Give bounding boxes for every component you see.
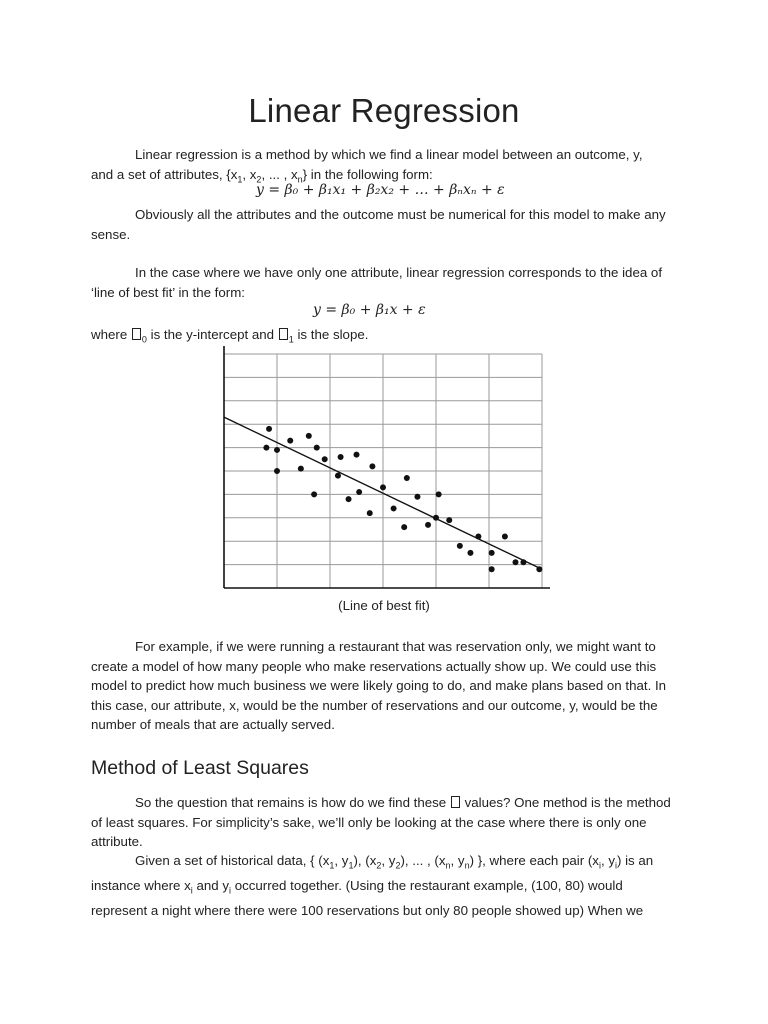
obvious-paragraph: Obviously all the attributes and the outcome must be numerical for this model to make any sense. [91,207,666,242]
data-point [391,505,397,511]
historical-data-paragraph [91,851,677,921]
data-point [287,438,293,444]
data-point [306,433,312,439]
given-text: Given a set of historical data, { (x [135,853,330,868]
where-text: is the slope. [293,327,369,342]
data-point [354,452,360,458]
data-point [311,491,317,497]
given-text: , y [450,853,465,868]
subscript: n [445,860,451,871]
given-text: , y [600,853,615,868]
page-title: Linear Regression [248,92,520,129]
data-point [338,454,344,460]
given-text: occurred together. (Using the restaurant example, (100, 80) would represent a night where there were 100 reservations but only 80 people showed up) When we [91,878,644,919]
scatter-chart [206,344,552,594]
missing-glyph-box [279,328,288,340]
data-point [433,515,439,521]
given-text: ) is an instance where x [91,853,654,894]
where-text: is the y-intercept and [146,327,278,342]
data-point [380,484,386,490]
data-point [436,491,442,497]
equation-simple-regression: y = β₀ + β₁x + ε [313,302,426,318]
data-point [475,534,481,540]
given-text: and y [192,878,230,894]
subscript: 1 [329,860,335,871]
intro-text: , ... , x [261,166,298,182]
subscript: n [464,860,470,871]
data-point [356,489,362,495]
data-point [401,524,407,530]
subscript: 2 [395,860,401,871]
subscript: 0 [141,334,147,345]
data-point [335,473,341,479]
data-point [513,559,519,565]
data-point [274,468,280,474]
given-text: ), (x [353,853,377,868]
missing-glyph-box [132,328,141,340]
data-point [425,522,431,528]
subscript: 1 [237,174,243,185]
given-text: , y [334,853,349,868]
data-point [322,456,328,462]
subscript: 1 [348,860,354,871]
data-point [502,534,508,540]
data-point [489,566,495,572]
subscript: i [598,860,601,871]
equation-multiple-regression: y = β₀ + β₁x₁ + β₂x₂ + … + βₙxₙ + ε [256,182,505,198]
data-point [414,494,420,500]
intro-text: } in the following form: [302,166,433,182]
subscript: n [297,174,303,185]
given-text: ), ... , (x [400,853,446,868]
data-point [274,447,280,453]
data-point [446,517,452,523]
least-squares-text: values? One method is the method of least squares. For simplicity’s sake, we’ll only be looking at the case where there is only one attribute. [91,795,671,849]
missing-glyph-box [451,796,460,808]
data-point [536,566,542,572]
example-paragraph: For example, if we were running a restaurant that was reservation only, we might want to create a model of how many people who make reservations actually show up. We could use this model to predict how much business we were likely going to do, and make plans based on that. In this case, our attribute, x, would be the number of reservations and our outcome, y, would be the number of meals that are actually served. [91,639,667,732]
intro-line-1: Linear regression is a method by which we find a linear model between an outcome, y, [135,147,643,162]
data-point [404,475,410,481]
data-point [298,466,304,472]
data-point [457,543,463,549]
data-point [467,550,473,556]
intro-text: and a set of attributes, {x [91,166,238,182]
data-point [346,496,352,502]
subscript: i [229,885,232,896]
given-text: , y [381,853,396,868]
data-point [367,510,373,516]
least-squares-text: So the question that remains is how do we find these [135,795,450,810]
chart-caption: (Line of best fit) [338,598,430,613]
intro-text: , x [242,166,257,182]
data-point [263,445,269,451]
subscript: i [614,860,617,871]
subscript: 1 [288,334,294,345]
where-text: where [91,327,131,342]
chart-axes [224,346,550,588]
subscript: 2 [256,174,262,185]
one-attribute-paragraph: In the case where we have only one attribute, linear regression corresponds to the idea of ‘line of best fit’ in the form: [91,265,663,300]
data-point [314,445,320,451]
section-heading: Method of Least Squares [91,757,309,779]
given-text: ) }, where each pair (x [469,853,599,868]
data-point [266,426,272,432]
data-point [520,559,526,565]
subscript: i [190,885,193,896]
data-point [489,550,495,556]
subscript: 2 [376,860,382,871]
least-squares-paragraph [91,793,677,852]
data-point [369,463,375,469]
